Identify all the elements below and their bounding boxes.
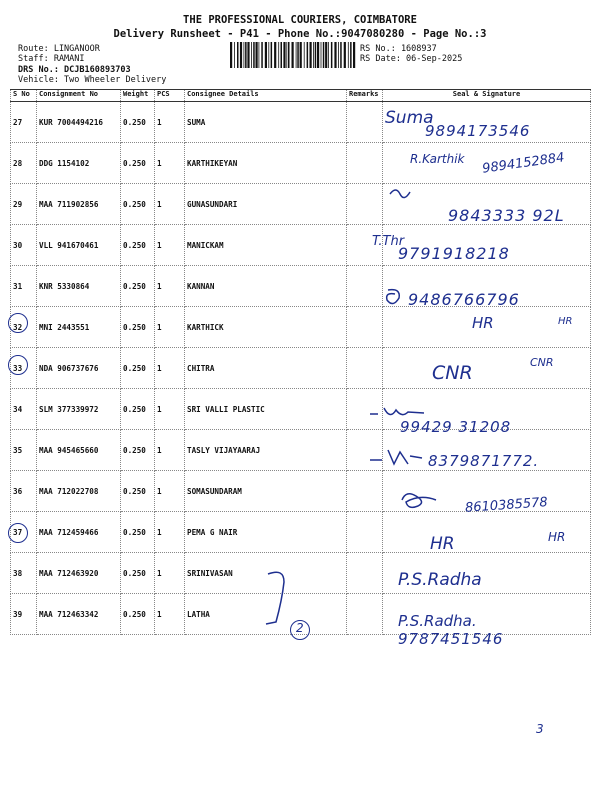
signature-39: P.S.Radha.	[398, 612, 477, 630]
weight-cell: 0.250	[121, 348, 155, 389]
consignee-cell: KARTHIKEYAN	[185, 143, 347, 184]
remarks-cell	[347, 471, 383, 512]
phone-29: 9843333 92L	[448, 206, 565, 225]
consignee-cell: CHITRA	[185, 348, 347, 389]
header-remarks: Remarks	[347, 90, 383, 102]
barcode-bar	[286, 42, 287, 68]
barcode-bar	[288, 42, 290, 68]
barcode-bar	[268, 42, 269, 68]
consignment-cell: SLM 377339972	[37, 389, 121, 430]
weight-cell: 0.250	[121, 184, 155, 225]
remarks-cell	[347, 102, 383, 143]
barcode-bar	[256, 42, 258, 68]
barcode-bar	[328, 42, 329, 68]
consignment-cell: MNI 2443551	[37, 307, 121, 348]
signature-35	[368, 446, 426, 468]
phone-30: 9791918218	[398, 244, 510, 263]
weight-cell: 0.250	[121, 266, 155, 307]
consignee-cell: SRI VALLI PLASTIC	[185, 389, 347, 430]
weight-cell: 0.250	[121, 307, 155, 348]
pcs-cell: 1	[155, 512, 185, 553]
barcode-bar	[292, 42, 294, 68]
pcs-cell: 1	[155, 307, 185, 348]
consignment-cell: MAA 712463342	[37, 594, 121, 635]
barcode-bar	[296, 42, 297, 68]
sno-cell: 27	[11, 102, 37, 143]
rs-date: RS Date: 06-Sep-2025	[360, 54, 463, 64]
sno-cell: 29	[11, 184, 37, 225]
circle-mark-37	[8, 523, 28, 543]
sno-cell: 39	[11, 594, 37, 635]
barcode-bar	[259, 42, 260, 68]
consignee-cell: KARTHICK	[185, 307, 347, 348]
mark-37: HR	[548, 530, 566, 544]
remarks-cell	[347, 184, 383, 225]
pcs-cell: 1	[155, 266, 185, 307]
consignee-cell: MANICKAM	[185, 225, 347, 266]
circled-2-mark: 2	[290, 620, 310, 640]
mark-32: HR	[558, 316, 573, 327]
consignee-cell: SRINIVASAN	[185, 553, 347, 594]
phone-34: 99429 31208	[400, 418, 512, 436]
header-sno: S No	[11, 90, 37, 102]
remarks-cell	[347, 512, 383, 553]
barcode-bar	[340, 42, 342, 68]
weight-cell: 0.250	[121, 471, 155, 512]
barcode-bar	[350, 42, 352, 68]
table-row	[11, 307, 591, 348]
phone-35: 8379871772.	[428, 452, 540, 470]
consignee-cell: TASLY VIJAYAARAJ	[185, 430, 347, 471]
remarks-cell	[347, 594, 383, 635]
barcode-bar	[230, 42, 232, 68]
mark-33: CNR	[530, 356, 554, 369]
barcode-bar	[307, 42, 309, 68]
barcode-bar	[321, 42, 322, 68]
weight-cell: 0.250	[121, 553, 155, 594]
rs-number: RS No.: 1608937	[360, 44, 437, 54]
pcs-cell: 1	[155, 143, 185, 184]
sno-cell: 38	[11, 553, 37, 594]
weight-cell: 0.250	[121, 143, 155, 184]
weight-cell: 0.250	[121, 102, 155, 143]
barcode-bar	[323, 42, 325, 68]
phone-36: 8610385578	[464, 495, 549, 516]
remarks-cell	[347, 266, 383, 307]
barcode-bar	[247, 42, 249, 68]
barcode-bar	[325, 42, 327, 68]
barcode-bar	[251, 42, 252, 68]
signature-38: P.S.Radha	[398, 570, 482, 590]
sno-cell: 36	[11, 471, 37, 512]
consignment-cell: KUR 7004494216	[37, 102, 121, 143]
circle-mark-33	[8, 355, 28, 375]
pcs-cell: 1	[155, 348, 185, 389]
barcode-bar	[240, 42, 242, 68]
staff-text: Staff: RAMANI	[18, 54, 85, 64]
company-title: THE PROFESSIONAL COURIERS, COIMBATORE	[183, 14, 417, 26]
page-mark: 3	[536, 722, 544, 736]
consignment-cell: NDA 906737676	[37, 348, 121, 389]
header-pcs: PCS	[155, 90, 185, 102]
table-header-row	[11, 90, 591, 102]
header-weight: Weight	[121, 90, 155, 102]
signature-27: Suma	[385, 108, 434, 128]
consignment-cell: MAA 945465660	[37, 430, 121, 471]
pcs-cell: 1	[155, 102, 185, 143]
consignee-cell: SUMA	[185, 102, 347, 143]
barcode-bar	[261, 42, 263, 68]
consignment-cell: MAA 711902856	[37, 184, 121, 225]
remarks-cell	[347, 307, 383, 348]
phone-39: 9787451546	[398, 630, 504, 648]
phone-28: 9894152884	[481, 150, 566, 177]
header-consignment: Consignment No	[37, 90, 121, 102]
barcode-bar	[283, 42, 285, 68]
consignment-cell: DDG 1154102	[37, 143, 121, 184]
barcode-bar	[334, 42, 336, 68]
sno-cell: 30	[11, 225, 37, 266]
pcs-cell: 1	[155, 471, 185, 512]
barcode-bar	[344, 42, 346, 68]
barcode-bar	[348, 42, 349, 68]
table-row	[11, 348, 591, 389]
table-row	[11, 512, 591, 553]
consignment-cell: MAA 712463920	[37, 553, 121, 594]
consignee-cell: PEMA G NAIR	[185, 512, 347, 553]
sno-cell: 28	[11, 143, 37, 184]
remarks-cell	[347, 553, 383, 594]
route-text: Route: LINGANOOR	[18, 44, 100, 54]
vehicle-text: Vehicle: Two Wheeler Delivery	[18, 75, 167, 85]
sno-cell: 32	[11, 307, 37, 348]
consignee-cell: KANNAN	[185, 266, 347, 307]
signature-30: T.Thr	[372, 234, 405, 249]
barcode-bar	[353, 42, 355, 68]
drs-number: DRS No.: DCJB160893703	[18, 65, 131, 75]
barcode-bar	[234, 42, 235, 68]
barcode-bar	[331, 42, 333, 68]
pcs-cell: 1	[155, 430, 185, 471]
pcs-cell: 1	[155, 184, 185, 225]
barcode-bar	[297, 42, 299, 68]
runsheet-subtitle: Delivery Runsheet - P41 - Phone No.:9047080280 - Page No.:3	[113, 28, 487, 40]
sno-cell: 33	[11, 348, 37, 389]
barcode-bar	[304, 42, 305, 68]
circle-mark-32	[8, 313, 28, 333]
consignment-cell: KNR 5330864	[37, 266, 121, 307]
weight-cell: 0.250	[121, 225, 155, 266]
signature-33: CNR	[432, 362, 473, 384]
barcode-image	[230, 42, 357, 68]
sno-cell: 31	[11, 266, 37, 307]
pcs-cell: 1	[155, 553, 185, 594]
weight-cell: 0.250	[121, 594, 155, 635]
barcode-bar	[278, 42, 279, 68]
weight-cell: 0.250	[121, 430, 155, 471]
remarks-cell	[347, 348, 383, 389]
signature-37: HR	[430, 534, 455, 554]
consignee-cell: GUNASUNDARI	[185, 184, 347, 225]
consignment-cell: MAA 712022708	[37, 471, 121, 512]
signature-cell	[383, 348, 591, 389]
consignee-cell: LATHA	[185, 594, 347, 635]
signature-32: HR	[472, 314, 494, 332]
barcode-bar	[265, 42, 267, 68]
phone-31: 9486766796	[408, 290, 520, 309]
sno-cell: 37	[11, 512, 37, 553]
phone-27: 9894173546	[425, 122, 531, 140]
sno-cell: 34	[11, 389, 37, 430]
barcode-bar	[244, 42, 245, 68]
pcs-cell: 1	[155, 389, 185, 430]
header-signature: Seal & Signature	[383, 90, 591, 102]
barcode-bar	[317, 42, 319, 68]
barcode-bar	[315, 42, 317, 68]
barcode-bar	[281, 42, 283, 68]
barcode-bar	[253, 42, 255, 68]
barcode-bar	[313, 42, 314, 68]
signature-36	[398, 488, 442, 512]
barcode-bar	[274, 42, 276, 68]
barcode-bar	[245, 42, 247, 68]
remarks-cell	[347, 143, 383, 184]
pcs-cell: 1	[155, 594, 185, 635]
header-consignee: Consignee Details	[185, 90, 347, 102]
barcode-bar	[310, 42, 312, 68]
weight-cell: 0.250	[121, 389, 155, 430]
signature-28: R.Karthik	[410, 152, 465, 166]
barcode-bar	[237, 42, 239, 68]
weight-cell: 0.250	[121, 512, 155, 553]
signature-31	[383, 286, 407, 310]
consignee-cell: SOMASUNDARAM	[185, 471, 347, 512]
barcode-bar	[300, 42, 302, 68]
signature-29	[388, 186, 414, 200]
sno-cell: 35	[11, 430, 37, 471]
barcode-bar	[338, 42, 339, 68]
consignment-cell: VLL 941670461	[37, 225, 121, 266]
consignment-cell: MAA 712459466	[37, 512, 121, 553]
pcs-cell: 1	[155, 225, 185, 266]
barcode-bar	[271, 42, 273, 68]
